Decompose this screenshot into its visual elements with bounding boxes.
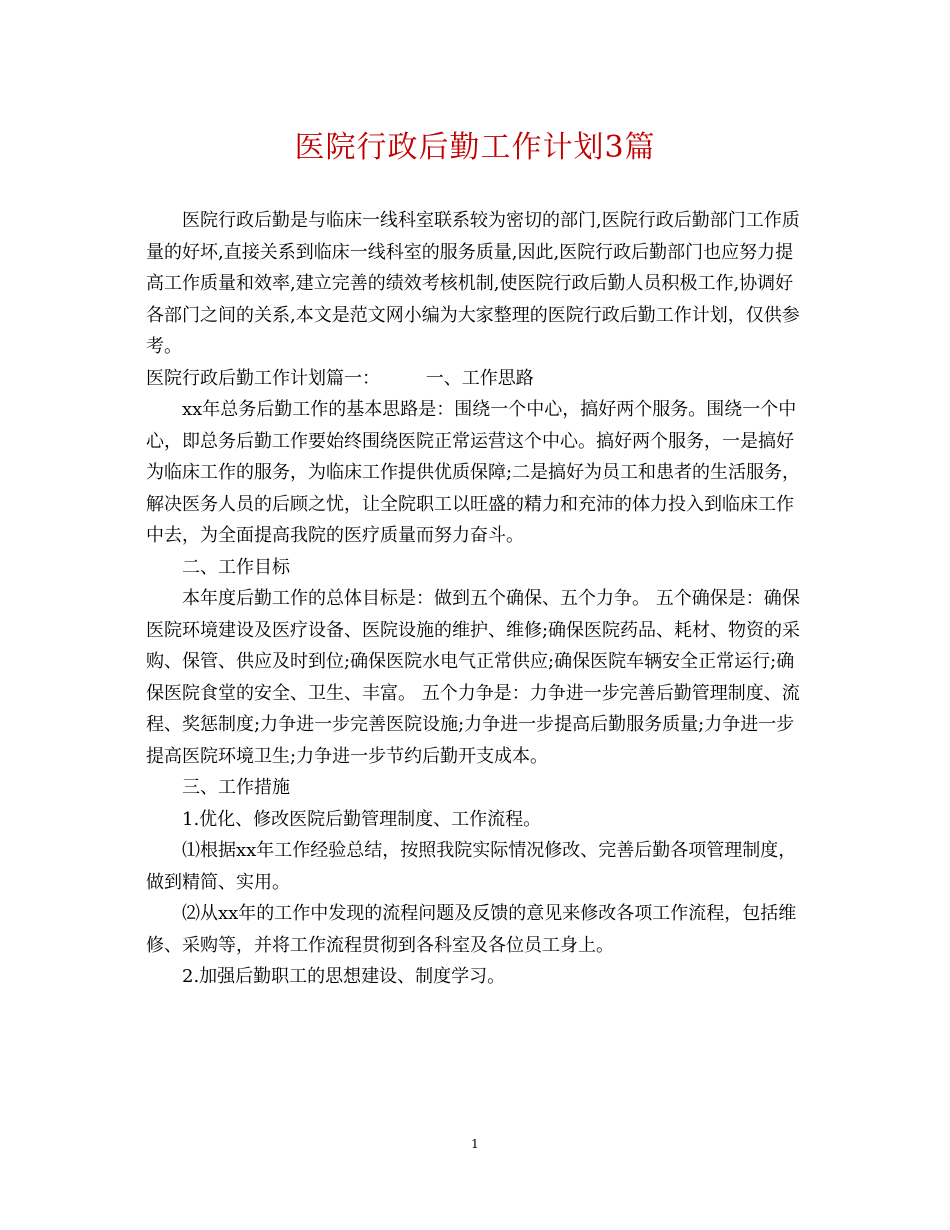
- document-title: 医院行政后勤工作计划3篇: [294, 130, 656, 165]
- work-approach-paragraph: xx年总务后勤工作的基本思路是：围绕一个中心，搞好两个服务。围绕一个中心，即总务后勤工作要始终围绕医院正常运营这个中心。搞好两个服务，一是搞好为临床工作的服务，为临床工作提供优质保障;二是搞好为员工和患者的生活服务，解决医务人员的后顾之忧，让全院职工以旺盛的精力和充沛的体力投入到临床工作中去，为全面提高我院的医疗质量而努力奋斗。: [146, 399, 801, 546]
- work-goals-paragraph: 本年度后勤工作的总体目标是：做到五个确保、五个力争。 五个确保是：确保医院环境建设及医疗设备、医院设施的维护、维修;确保医院药品、耗材、物资的采购、保管、供应及时到位;确保医院水电气正常供应;确保医院车辆安全正常运行;确保医院食堂的安全、卫生、丰富。 五个力争是：力争进一步完善后勤管理制度、流程、奖惩制度;力争进一步完善医院设施;力争进一步提高后勤服务质量;力争进一步提高医院环境卫生;力争进一步节约后勤开支成本。: [146, 588, 801, 767]
- measure-item-1: 1.优化、修改医院后勤管理制度、工作流程。: [182, 808, 542, 830]
- section-heading-goals: 二、工作目标: [182, 556, 290, 578]
- document-body: [146, 205, 806, 993]
- page-number: 1: [471, 1137, 479, 1151]
- intro-paragraph: 医院行政后勤是与临床一线科室联系较为密切的部门,医院行政后勤部门工作质量的好坏,直接关系到临床一线科室的服务质量,因此,医院行政后勤部门也应努力提高工作质量和效率,建立完善的绩效考核机制,使医院行政后勤人员积极工作,协调好各部门之间的关系,本文是范文网小编为大家整理的医院行政后勤工作计划，仅供参考。: [146, 210, 800, 357]
- section-heading-measures: 三、工作措施: [182, 777, 290, 798]
- measure-item-2: 2.加强后勤职工的思想建设、制度学习。: [182, 966, 506, 987]
- section-heading-plan-one: 医院行政后勤工作计划篇一： 一、工作思路: [146, 367, 534, 389]
- measure-subitem-1: ⑴根据xx年工作经验总结，按照我院实际情况修改、完善后勤各项管理制度，做到精简、实用。: [146, 840, 797, 893]
- measure-subitem-2: ⑵从xx年的工作中发现的流程问题及反馈的意见来修改各项工作流程，包括维修、采购等，并将工作流程贯彻到各科室及各位员工身上。: [146, 903, 797, 956]
